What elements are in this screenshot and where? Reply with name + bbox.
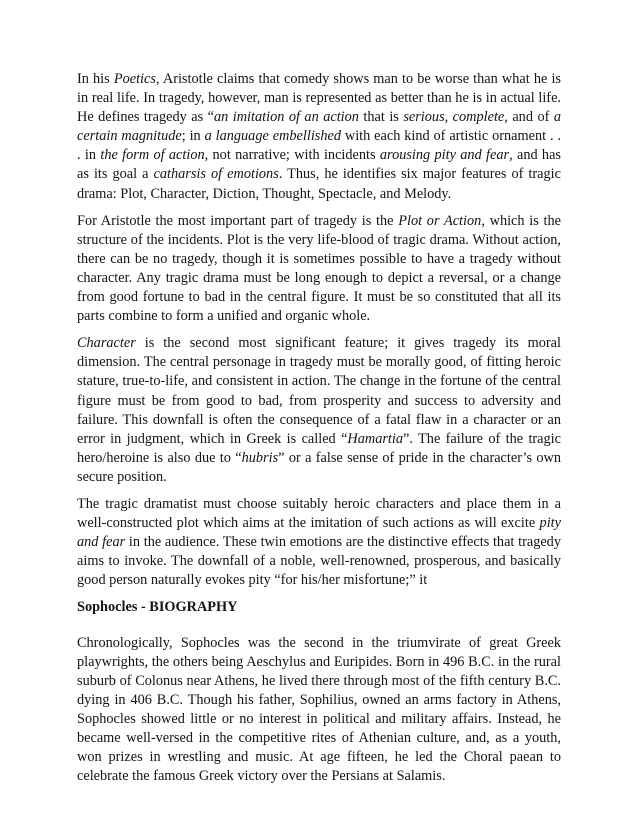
text-run: , Aristotle claims that comedy shows man to be worse than what he is in real life. In tragedy, however, man is represented as better than he is in actual life. He defines tragedy as “ bbox=[77, 71, 561, 126]
italic-text-run: Plot or Action bbox=[398, 212, 482, 229]
text-run: ” or a false sense of pride in the character’s own secure position. bbox=[77, 449, 561, 485]
italic-text-run: hubris bbox=[241, 449, 279, 466]
text-run: , which is the structure of the incidents. Plot is the very life-blood of tragic drama. Without action, there can be no tragedy, though it is sometimes possible to have a tragedy without character. Any tragic drama must be long enough to depict a reversal, or a change from good fortune to bad in the central figure. It must be so constituted that all its parts combine to form a unified and organic whole. bbox=[77, 212, 562, 325]
italic-text-run: a language embellished bbox=[204, 128, 341, 145]
body-paragraph bbox=[77, 495, 561, 590]
text-run: and of bbox=[507, 109, 554, 126]
italic-text-run: Hamartia bbox=[347, 430, 404, 447]
text-run: The tragic dramatist must choose suitably heroic characters and place them in a well-constructed plot which aims at the imitation of such actions as will excite bbox=[77, 495, 561, 532]
italic-text-run: an imitation of an action bbox=[213, 109, 359, 126]
italic-text-run: arousing pity and fear bbox=[379, 147, 510, 164]
text-run: , not narrative; with incidents bbox=[204, 147, 380, 164]
italic-text-run: serious, complete, bbox=[403, 109, 508, 126]
text-run: ”. The failure of the tragic hero/heroine is also due to “ bbox=[77, 430, 561, 466]
text-run: . Thus, he identifies six major features of tragic drama: Plot, Character, Diction, Thought, Spectacle, and Melody. bbox=[77, 166, 561, 202]
italic-text-run: Character bbox=[77, 335, 136, 352]
section-heading: Sophocles - BIOGRAPHY bbox=[77, 599, 238, 616]
text-run: is the second most significant feature; it gives tragedy its moral dimension. The central personage in tragedy must be morally good, of fitting heroic stature, true-to-life, and consistent in action. The change in the fortune of the central figure must be from good to bad, from prosperity and success to adversity and failure. This downfall is often the consequence of a fatal flaw in a character or an error in judgment, which in Greek is called “ bbox=[77, 335, 561, 447]
italic-text-run: the form of action bbox=[100, 147, 205, 164]
body-paragraphs bbox=[77, 70, 561, 590]
text-run: , and has as its goal a bbox=[77, 147, 561, 183]
italic-text-run: pity and fear bbox=[77, 515, 561, 551]
text-run: that is bbox=[358, 109, 404, 126]
text-run: with each kind of artistic ornament . . . in bbox=[77, 128, 561, 164]
italic-text-run: Poetics bbox=[113, 71, 156, 87]
text-run: For Aristotle the most important part of tragedy is the bbox=[77, 212, 399, 229]
italic-text-run: a certain magnitude bbox=[77, 109, 561, 145]
text-run: in the audience. These twin emotions are the distinctive effects that tragedy aims to invoke. The downfall of a noble, well-renowned, prosperous, and basically good person naturally evokes pity “for his/her misfortune;” it bbox=[77, 534, 561, 589]
text-run: In his bbox=[77, 71, 114, 87]
biography-paragraph: Chronologically, Sophocles was the second in the triumvirate of great Greek playwrights, the others being Aeschylus and Euripides. Born in 496 B.C. in the rural suburb of Colonus near Athens, he lived there through most of the fifth century B.C. dying in 406 B.C. Though his father, Sophilius, owned an arms factory in Athens, Sophocles showed little or no interest in political and military affairs. Instead, he became well-versed in the competitive rites of Athenian culture, and, as a youth, won prizes in wrestling and music. At age fifteen, he led the Choral paean to celebrate the famous Greek victory over the Persians at Salamis. bbox=[77, 634, 561, 785]
document-page bbox=[77, 70, 561, 794]
body-paragraph bbox=[77, 70, 561, 204]
body-paragraph bbox=[77, 334, 561, 487]
italic-text-run: catharsis of emotions bbox=[153, 166, 279, 183]
body-paragraph bbox=[77, 212, 561, 327]
text-run: ; in bbox=[181, 128, 205, 145]
